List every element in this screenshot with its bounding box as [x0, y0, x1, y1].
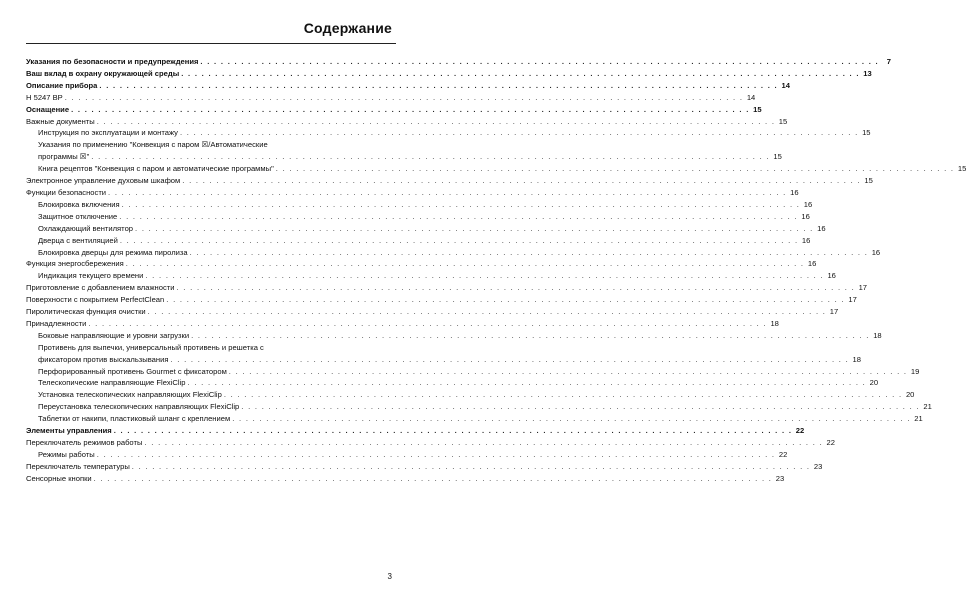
toc-entry-title: Электронное управление духовым шкафом [26, 176, 181, 186]
toc-dot-leader [71, 104, 750, 116]
toc-entry [26, 342, 394, 354]
toc-entry-title: Противень для выпечки, универсальный противень и решетка с [38, 342, 264, 352]
toc-entry [26, 80, 790, 92]
toc-dot-leader [126, 258, 805, 270]
toc-dot-leader [88, 318, 767, 330]
toc-entry [26, 199, 813, 211]
toc-dot-leader [135, 223, 814, 235]
toc-entry [26, 247, 881, 259]
toc-entry [26, 56, 891, 68]
toc-entry [26, 401, 932, 413]
toc-entry [26, 92, 756, 104]
toc-dot-leader [170, 354, 849, 366]
toc-entry [26, 413, 923, 425]
toc-dot-leader [91, 151, 770, 163]
toc-entry-title: Переключатель температуры [26, 461, 130, 471]
toc-entry-title: Переключатель режимов работы [26, 438, 143, 447]
toc-entry-title: Описание прибора [26, 80, 98, 90]
table-of-contents [26, 56, 966, 485]
toc-entry [26, 235, 811, 247]
toc-entry-title: Ваш вклад в охрану окружающей среды [26, 68, 180, 78]
toc-entry-page: 13 [863, 68, 872, 78]
toc-entry-title: Охлаждающий вентилятор [38, 223, 134, 233]
toc-entry-page: 16 [790, 187, 799, 197]
toc-entry [26, 318, 779, 330]
toc-entry-title: Приготовление с добавлением влажности [26, 283, 175, 293]
page-number: 3 [387, 572, 392, 581]
toc-entry [26, 330, 882, 342]
toc-entry-page: 18 [852, 354, 861, 364]
toc-entry [26, 437, 835, 449]
toc-entry [26, 354, 861, 366]
toc-entry-page: 16 [807, 259, 817, 269]
toc-entry-page: 15 [778, 116, 788, 126]
toc-entry-title: Блокировка включения [38, 199, 120, 209]
toc-entry-title: фиксатором против выскальзывания [38, 354, 169, 364]
toc-dot-leader [65, 92, 744, 104]
toc-entry-page: 16 [801, 235, 811, 245]
toc-dot-leader [114, 425, 793, 437]
toc-entry [26, 294, 857, 306]
toc-entry [26, 473, 785, 485]
toc-entry-title: Режимы работы [38, 449, 95, 459]
toc-entry-page: 23 [813, 461, 823, 471]
toc-entry-title: Переустановка телескопических направляющих FlexiClip [38, 402, 240, 412]
toc-dot-leader [229, 366, 908, 378]
toc-entry [26, 163, 966, 175]
toc-dot-leader [176, 282, 855, 294]
toc-dot-leader [148, 306, 827, 318]
toc-entry-page: 16 [801, 211, 810, 221]
toc-entry-title: Телескопические направляющие FlexiClip [38, 378, 186, 388]
toc-dot-leader [181, 68, 860, 80]
toc-dot-leader [97, 449, 776, 461]
toc-dot-leader [180, 127, 859, 139]
toc-entry-title: Блокировка дверцы для режима пиролиза [38, 247, 188, 257]
toc-entry-page: 17 [829, 307, 839, 317]
toc-dot-leader [191, 330, 870, 342]
toc-entry-title: программы ☒" [38, 152, 90, 162]
toc-entry [26, 68, 872, 80]
page-title: Содержание [303, 20, 392, 36]
toc-dot-leader [166, 294, 845, 306]
toc-entry-title: Элементы управления [26, 426, 112, 436]
toc-dot-leader [122, 199, 801, 211]
toc-entry-page: 14 [746, 92, 756, 102]
toc-dot-leader [97, 116, 776, 128]
toc-dot-leader [144, 437, 823, 449]
toc-entry-title: Важные документы [26, 116, 95, 126]
toc-dot-leader [276, 163, 955, 175]
toc-entry-title: Указания по безопасности и предупреждения [26, 57, 199, 66]
toc-entry [26, 104, 762, 116]
toc-entry-page: 15 [753, 104, 762, 114]
toc-entry-title: Функции безопасности [26, 187, 107, 197]
toc-dot-leader [120, 235, 799, 247]
toc-entry [26, 425, 805, 437]
toc-entry [26, 139, 394, 151]
toc-entry-title: Таблетки от накипи, пластиковый шланг с креплением [38, 414, 231, 424]
toc-entry-page: 17 [848, 295, 857, 305]
toc-dot-leader [188, 377, 867, 389]
toc-dot-leader [145, 270, 824, 282]
toc-entry-page: 15 [864, 176, 873, 186]
toc-entry-page: 7 [886, 57, 891, 66]
toc-entry [26, 306, 839, 318]
toc-entry [26, 116, 788, 128]
toc-entry-title: Боковые направляющие и уровни загрузки [38, 330, 190, 340]
toc-dot-leader [119, 211, 798, 223]
toc-entry-title: H 5247 BP [26, 92, 63, 102]
toc-entry-page: 16 [817, 223, 826, 233]
toc-dot-leader [200, 56, 879, 68]
toc-entry [26, 449, 788, 461]
toc-entry [26, 187, 799, 199]
toc-entry-title: Индикация текущего времени [38, 271, 144, 281]
toc-entry-page: 15 [957, 164, 966, 174]
toc-entry-page: 17 [858, 283, 868, 293]
toc-entry-title: Книга рецептов "Конвекция с паром и автоматические программы" [38, 164, 274, 174]
toc-entry [26, 461, 823, 473]
toc-entry-page: 16 [827, 271, 836, 281]
toc-entry [26, 211, 810, 223]
toc-dot-leader [99, 80, 778, 92]
toc-entry-title: Инструкция по эксплуатации и монтажу [38, 128, 178, 138]
toc-entry-page: 19 [910, 366, 920, 376]
toc-dot-leader [232, 413, 911, 425]
toc-entry-title: Указания по применению "Конвекция с паром ☒/Автоматические [38, 140, 268, 150]
toc-dot-leader [94, 473, 773, 485]
toc-entry [26, 258, 817, 270]
toc-entry [26, 127, 871, 139]
title-rule [26, 43, 396, 44]
toc-entry-title: Функция энергосбережения [26, 259, 124, 269]
toc-entry [26, 377, 879, 389]
toc-entry-page: 16 [803, 199, 813, 209]
toc-entry-title: Перфорированный противень Gourmet с фиксатором [38, 366, 227, 376]
toc-entry-page: 20 [905, 390, 915, 400]
toc-entry-page: 18 [770, 318, 779, 328]
toc-entry-page: 22 [778, 449, 788, 459]
toc-dot-leader [190, 247, 869, 259]
toc-entry [26, 389, 915, 401]
toc-entry-page: 21 [923, 402, 932, 412]
toc-entry-page: 15 [862, 128, 871, 138]
toc-entry-page: 18 [873, 330, 882, 340]
toc-dot-leader [224, 389, 903, 401]
toc-dot-leader [132, 461, 811, 473]
toc-entry-page: 14 [781, 80, 790, 90]
toc-dot-leader [182, 175, 861, 187]
toc-entry-page: 22 [795, 426, 805, 436]
toc-entry [26, 282, 868, 294]
toc-entry-page: 23 [775, 473, 785, 483]
toc-entry-title: Оснащение [26, 104, 70, 114]
toc-entry-title: Принадлежности [26, 318, 87, 328]
toc-entry [26, 366, 920, 378]
toc-entry-page: 20 [869, 378, 879, 388]
toc-entry-page: 16 [871, 247, 881, 257]
toc-entry [26, 151, 782, 163]
toc-entry [26, 270, 836, 282]
toc-entry-title: Дверца с вентиляцией [38, 235, 118, 245]
toc-entry-title: Поверхности с покрытием PerfectClean [26, 295, 165, 305]
toc-entry-title: Защитное отключение [38, 211, 118, 221]
toc-entry-title: Сенсорные кнопки [26, 473, 92, 483]
toc-entry [26, 175, 873, 187]
toc-entry-page: 15 [773, 152, 782, 162]
toc-entry [26, 223, 826, 235]
toc-entry-title: Пиролитическая функция очистки [26, 307, 146, 317]
toc-entry-page: 21 [914, 414, 923, 424]
toc-dot-leader [241, 401, 920, 413]
toc-entry-title: Установка телескопических направляющих FlexiClip [38, 390, 222, 400]
toc-entry-page: 22 [826, 438, 835, 447]
toc-dot-leader [108, 187, 787, 199]
